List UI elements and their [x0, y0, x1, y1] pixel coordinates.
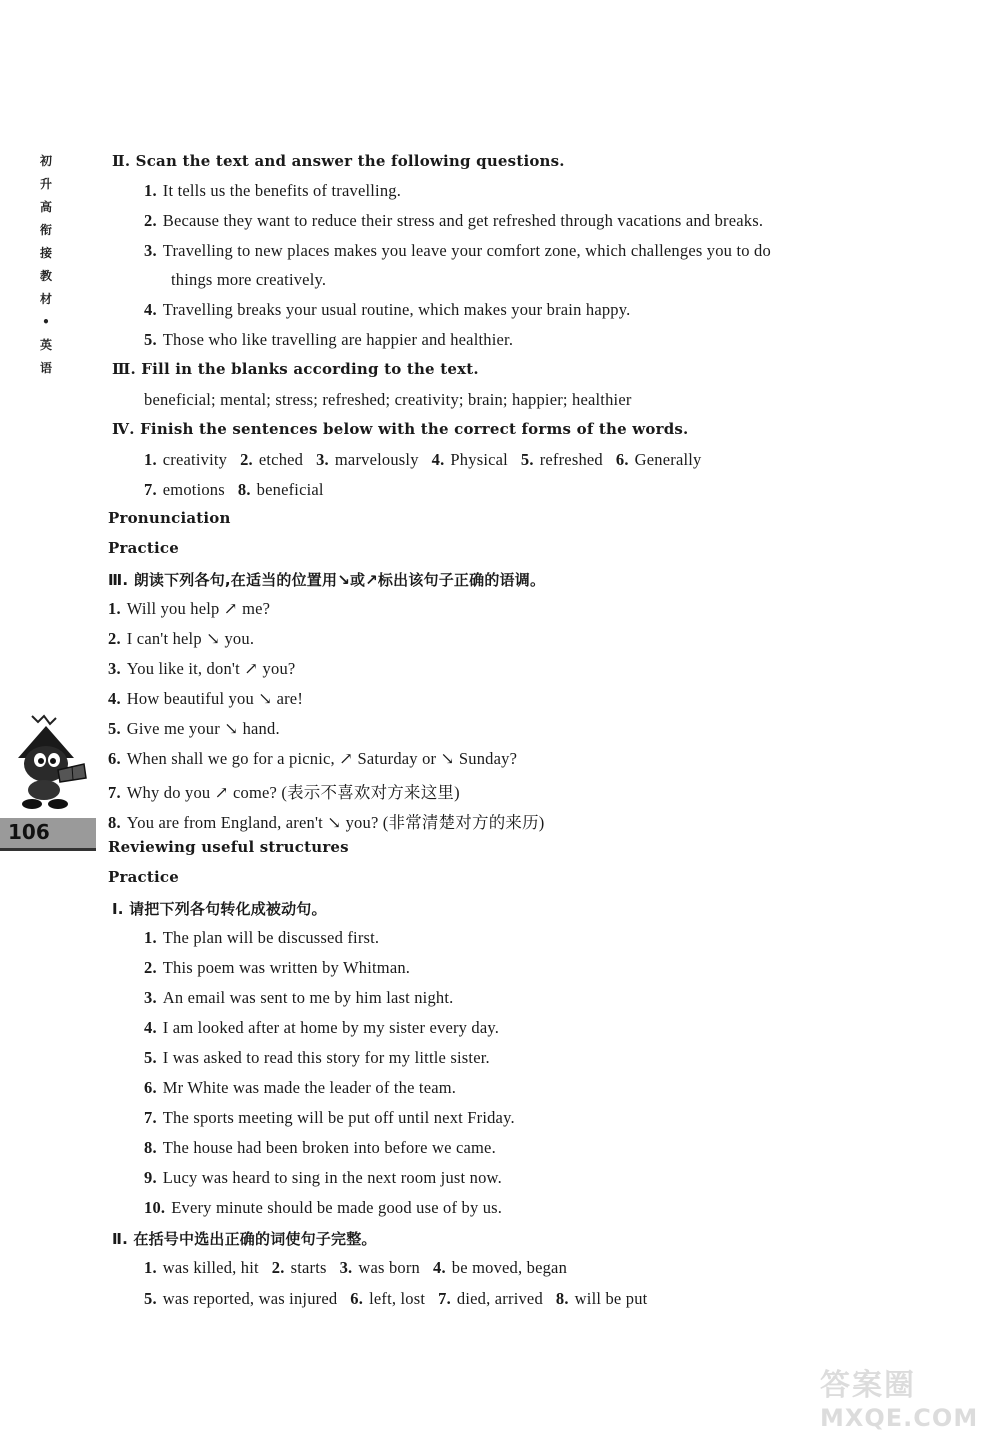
- book-series-sidebar: [34, 150, 58, 380]
- intonation-task-title: Ⅲ. 朗读下列各句,在适当的位置用↘或↗标出该句子正确的语调。: [108, 571, 546, 589]
- sidebar-char: 材: [39, 292, 52, 306]
- watermark-logo-text: 答案圈: [820, 1368, 916, 1403]
- passive-item: 1. The plan will be discussed first.: [144, 928, 380, 947]
- choose-words-line-1: 1. was killed, hit 2. starts 3. was born 4. be moved, began: [144, 1258, 568, 1277]
- answer-item: 2. Because they want to reduce their stress and get refreshed through vacations and breaks.: [144, 211, 764, 230]
- passive-item: 8. The house had been broken into before we came.: [144, 1138, 496, 1157]
- sidebar-char: 衔: [39, 223, 52, 237]
- pronunciation-heading: Pronunciation: [108, 509, 231, 527]
- sidebar-char: 接: [39, 246, 52, 260]
- choose-words-task-title: Ⅱ. 在括号中选出正确的词使句子完整。: [112, 1230, 377, 1248]
- passive-item: 2. This poem was written by Whitman.: [144, 958, 411, 977]
- answer-item-continuation: things more creatively.: [171, 270, 327, 289]
- intonation-item: 8. You are from England, aren't ↘ you? (非常清楚对方的来历): [108, 813, 545, 832]
- answer-item: 1. It tells us the benefits of travelling.: [144, 181, 402, 200]
- sidebar-char: 教: [39, 269, 52, 283]
- intonation-item: 5. Give me your ↘ hand.: [108, 719, 280, 738]
- reviewing-structures-heading: Reviewing useful structures: [108, 838, 349, 856]
- word-forms-line-2: 7. emotions 8. beneficial: [144, 480, 324, 499]
- word-forms-line-1: 1. creativity 2. etched 3. marvelously 4. Physical 5. refreshed 6. Generally: [144, 450, 702, 469]
- intonation-item: 6. When shall we go for a picnic, ↗ Saturday or ↘ Sunday?: [108, 749, 518, 768]
- sidebar-char: 语: [39, 361, 52, 375]
- site-watermark: [820, 1360, 990, 1430]
- answer-item: 5. Those who like travelling are happier and healthier.: [144, 330, 514, 349]
- passive-item: 5. I was asked to read this story for my little sister.: [144, 1048, 490, 1067]
- intonation-item: 1. Will you help ↗ me?: [108, 599, 271, 618]
- passive-task-title: Ⅰ. 请把下列各句转化成被动句。: [112, 900, 327, 918]
- sidebar-char: 初: [39, 154, 52, 168]
- section-2-title: Ⅱ. Scan the text and answer the following questions.: [112, 152, 565, 170]
- sidebar-char: 英: [39, 338, 52, 352]
- sidebar-char: 高: [39, 200, 52, 214]
- passive-item: 9. Lucy was heard to sing in the next room just now.: [144, 1168, 502, 1187]
- watermark-url: MXQE.COM: [820, 1404, 979, 1432]
- section-4-title: Ⅳ. Finish the sentences below with the correct forms of the words.: [112, 420, 689, 438]
- section-3-title: Ⅲ. Fill in the blanks according to the text.: [112, 360, 479, 378]
- sidebar-char: •: [42, 315, 50, 329]
- sidebar-char: 升: [39, 177, 52, 191]
- practice-heading: Practice: [108, 539, 179, 557]
- answer-item: 4. Travelling breaks your usual routine, which makes your brain happy.: [144, 300, 631, 319]
- reading-mascot-illustration: [8, 712, 92, 812]
- intonation-item: 3. You like it, don't ↗ you?: [108, 659, 296, 678]
- intonation-item: 7. Why do you ↗ come? (表示不喜欢对方来这里): [108, 783, 460, 802]
- page-number: 106: [8, 820, 50, 844]
- page-number-tab: [0, 818, 96, 851]
- intonation-item: 4. How beautiful you ↘ are!: [108, 689, 304, 708]
- intonation-item: 2. I can't help ↘ you.: [108, 629, 255, 648]
- passive-item: 7. The sports meeting will be put off until next Friday.: [144, 1108, 515, 1127]
- passive-item: 3. An email was sent to me by him last night.: [144, 988, 454, 1007]
- practice-heading: Practice: [108, 868, 179, 886]
- fill-blank-answers: beneficial; mental; stress; refreshed; creativity; brain; happier; healthier: [144, 390, 632, 409]
- answer-item: 3. Travelling to new places makes you leave your comfort zone, which challenges you to do: [144, 241, 771, 260]
- passive-item: 4. I am looked after at home by my sister every day.: [144, 1018, 500, 1037]
- passive-item: 10. Every minute should be made good use of by us.: [144, 1198, 503, 1217]
- passive-item: 6. Mr White was made the leader of the team.: [144, 1078, 457, 1097]
- choose-words-line-2: 5. was reported, was injured 6. left, lost 7. died, arrived 8. will be put: [144, 1289, 648, 1308]
